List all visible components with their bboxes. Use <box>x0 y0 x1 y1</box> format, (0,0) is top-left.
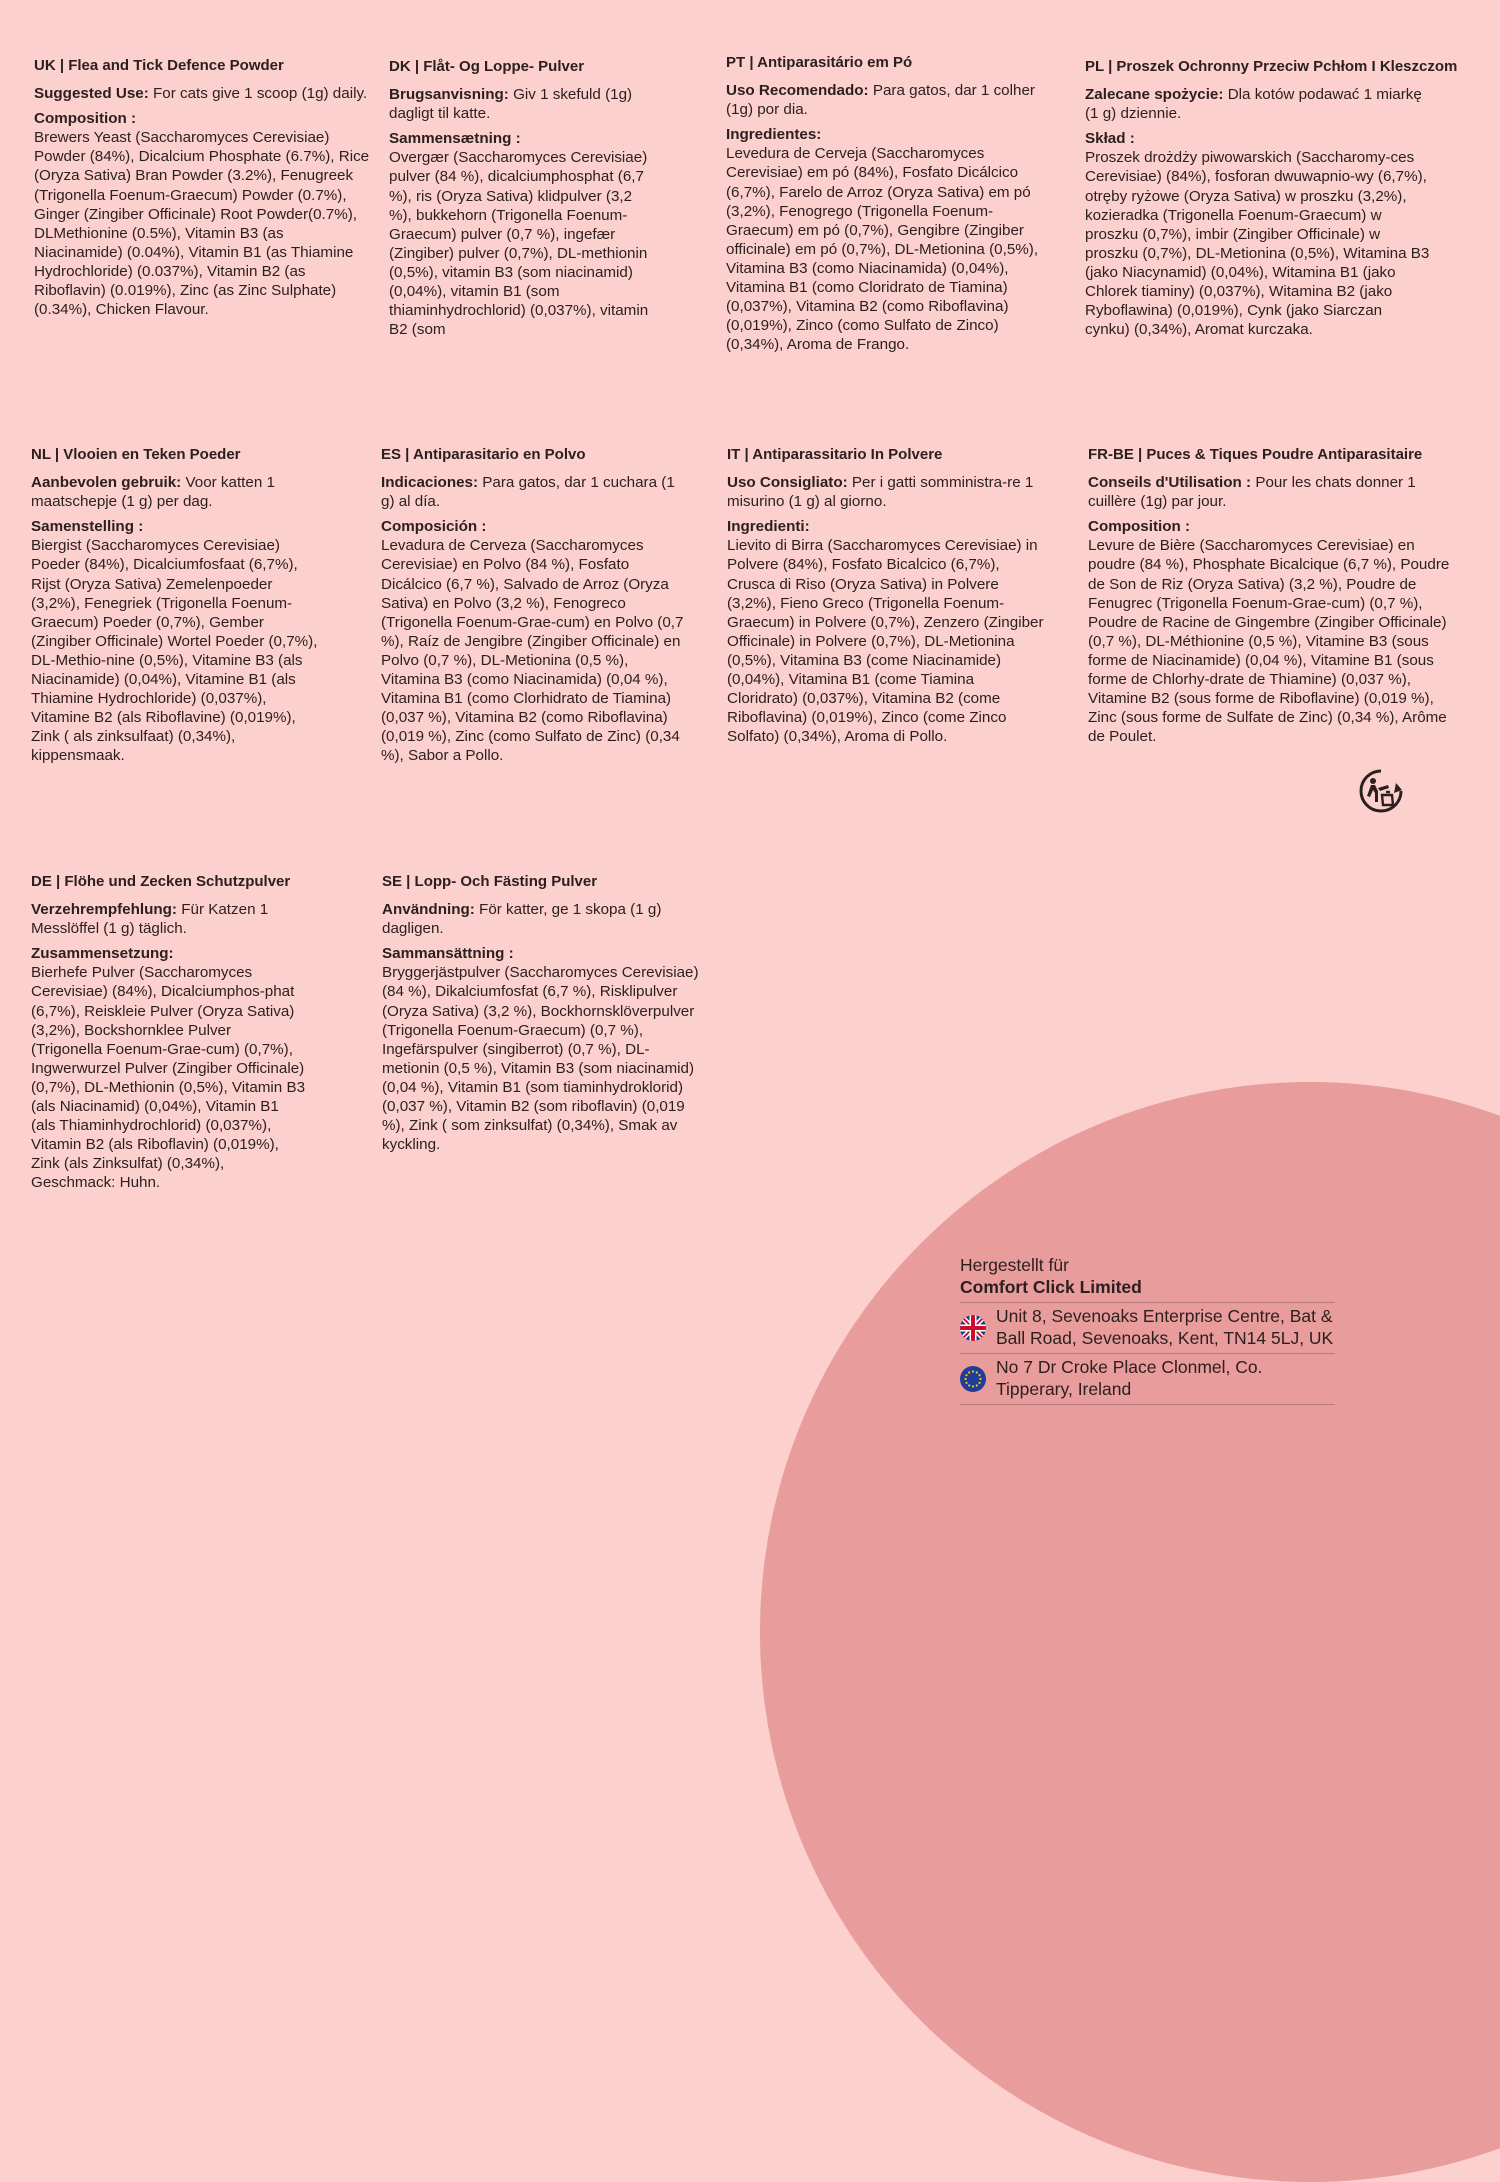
section-title: DE | Flöhe und Zecken Schutzpulver <box>31 873 291 890</box>
use-label: Brugsanvisning: <box>389 86 509 104</box>
use-label: Användning: <box>382 901 475 919</box>
composition-label: Zusammensetzung: <box>31 945 174 963</box>
use-text: För katter, ge 1 skopa (1 g) dagligen. <box>382 901 662 938</box>
use-label: Uso Consigliato: <box>727 474 848 492</box>
section-pt <box>726 53 1056 354</box>
section-title: PT | Antiparasitário em Pó <box>726 54 913 71</box>
section-title: DK | Flåt- Og Loppe- Pulver <box>389 58 585 75</box>
composition-text: Levure de Bière (Saccharomyces Cerevisiae) en poudre (84 %), Phosphate Bicalcique (6,7 %), Poudre de Son de Riz (Oryza Sativa) (3,2 %), Poudre de Fenugrec (Trigonella Foenum-Grae-cum) (0,7 %), Poudre de Racine de Gingembre (Zingiber Officinale) (0,7 %), DL-Méthionine (0,5 %), Vitamine B3 (sous forme de Niacinamide) (0,04 %), Vitamine B1 (sous forme de Chlorhy-drate de Thiamine) (0,037 %), Vitamine B2 (sous forme de Riboflavine) (0,019 %), Zinc (sous forme de Sulfate de Zinc) (0,34 %), Arôme de Poulet. <box>1088 537 1450 746</box>
suggested-use <box>31 473 323 511</box>
section-de <box>31 872 306 1193</box>
uk-flag-icon <box>960 1315 986 1341</box>
eu-address: No 7 Dr Croke Place Clonmel, Co. Tipperary, Ireland <box>996 1357 1263 1399</box>
manufacturer-info <box>960 1255 1335 1405</box>
suggested-use <box>381 473 686 511</box>
composition-text: Overgær (Saccharomyces Cerevisiae) pulver (84 %), dicalciumphosphat (6,7 %), ris (Oryza Sativa) klidpulver (3,2 %), bukkehorn (Trigonella Foenum-Graecum) pulver (0,7 %), ingefær (Zingiber) pulver (0,7%), DL-methionin (0,5%), vitamin B3 (som niacinamid) (0,04%), vitamin B1 (som thiaminhydrochlorid) (0,037%), vitamin B2 (som <box>389 149 649 339</box>
use-text: Voor katten 1 maatschepje (1 g) per dag. <box>31 474 275 511</box>
use-text: Para gatos, dar 1 cuchara (1 g) al día. <box>381 474 675 511</box>
section-fr-be <box>1088 445 1458 746</box>
suggested-use <box>382 900 702 938</box>
use-label: Zalecane spożycie: <box>1085 86 1224 104</box>
eu-flag-icon <box>960 1366 986 1392</box>
suggested-use <box>727 473 1047 511</box>
section-es <box>381 445 686 766</box>
composition-text: Bryggerjästpulver (Saccharomyces Cerevisiae) (84 %), Dikalciumfosfat (6,7 %), Risklipulver (Oryza Sativa) (3,2 %), Bockhornsklöverpulver (Trigonella Foenum-Graecum) (0,7 %), Ingefärspulver (singiberrot) (0,7 %), DL-metionin (0,5 %), Vitamin B3 (som niacinamid) (0,04 %), Vitamin B1 (som tiaminhydroklorid) (0,037 %), Vitamin B2 (som riboflavin) (0,019 %), Zink ( som zinksulfat) (0,34%), Smak av kyckling. <box>382 964 699 1154</box>
composition-text: Brewers Yeast (Saccharomyces Cerevisiae) Powder (84%), Dicalcium Phosphate (6.7%), Rice (Oryza Sativa) Bran Powder (3.2%), Fenugreek (Trigonella Foenum-Graecum) Powder (0.7%), Ginger (Zingiber Officinale) Root Powder(0.7%), DLMethionine (0.5%), Vitamin B3 (as Niacinamide) (0.04%), Vitamin B1 (as Thiamine Hydrochloride) (0.037%), Vitamin B2 (as Riboflavin) (0.019%), Zinc (as Zinc Sulphate) (0.34%), Chicken Flavour. <box>34 129 370 319</box>
composition-label: Composition : <box>1088 518 1191 536</box>
section-title: ES | Antiparasitario en Polvo <box>381 446 586 463</box>
decorative-circle <box>760 1082 1500 2182</box>
section-it <box>727 445 1047 746</box>
section-title: IT | Antiparassitario In Polvere <box>727 446 943 463</box>
suggested-use <box>34 84 372 103</box>
use-label: Verzehrempfehlung: <box>31 901 177 919</box>
section-title: PL | Proszek Ochronny Przeciw Pchłom I Kleszczom <box>1085 58 1458 75</box>
use-text: For cats give 1 scoop (1g) daily. <box>153 85 368 103</box>
section-title: SE | Lopp- Och Fästing Pulver <box>382 873 598 890</box>
suggested-use <box>1088 473 1458 511</box>
use-text: Per i gatti somministra-re 1 misurino (1 g) al giorno. <box>727 474 1034 511</box>
company-name: Comfort Click Limited <box>960 1276 1142 1297</box>
use-text: Para gatos, dar 1 colher (1g) por dia. <box>726 82 1035 119</box>
suggested-use <box>1085 85 1430 123</box>
composition-text: Levedura de Cerveja (Saccharomyces Cerevisiae) em pó (84%), Fosfato Dicálcico (6,7%), Farelo de Arroz (Oryza Sativa) em pó (3,2%), Fenogrego (Trigonella Foenum-Graecum) em pó (0,7%), Gengibre (Zingiber officinale) em pó (0,7%), DL-Metionina (0,5%), Vitamina B3 (como Niacinamida) (0,04%), Vitamina B1 (como Cloridrato de Tiamina) (0,037%), Vitamina B2 (como Riboflavina) (0,019%), Zinco (como Sulfato de Zinco) (0,34%), Aroma de Frango. <box>726 145 1039 354</box>
composition-text: Bierhefe Pulver (Saccharomyces Cerevisiae) (84%), Dicalciumphos-phat (6,7%), Reiskleie Pulver (Oryza Sativa) (3,2%), Bockshornklee Pulver (Trigonella Foenum-Grae-cum) (0,7%), Ingwerwurzel Pulver (Zingiber Officinale) (0,7%), DL-Methionin (0,5%), Vitamin B3 (als Niacinamid) (0,04%), Vitamin B1 (als Thiaminhydrochlorid) (0,037%), Vitamin B2 (als Riboflavin) (0,019%), Zink (als Zinksulfat) (0,34%), Geschmack: Huhn. <box>31 964 306 1192</box>
use-label: Indicaciones: <box>381 474 479 492</box>
suggested-use <box>726 81 1056 119</box>
use-text: Pour les chats donner 1 cuillère (1g) par jour. <box>1088 474 1416 511</box>
composition-text: Proszek drożdży piwowarskich (Saccharomy-ces Cerevisiae) (84%), fosforan dwuwapnio-wy (6,7%), otręby ryżowe (Oryza Sativa) w proszku (3,2%), kozieradka (Trigonella Foenum-Graecum) w proszku (0,7%), imbir (Zingiber Officinale) w proszku (0,7%), DL-Metionina (0,5%), Witamina B3 (jako Niacynamid) (0,04%), Witamina B1 (jako Chlorek tiaminy) (0,037%), Witamina B2 (jako Ryboflawina) (0,019%), Cynk (jako Siarczan cynku) (0,34%), Aromat kurczaka. <box>1085 149 1430 339</box>
composition-label: Sammansättning : <box>382 945 514 963</box>
use-label: Aanbevolen gebruik: <box>31 474 182 492</box>
use-text: Für Katzen 1 Messlöffel (1 g) täglich. <box>31 901 269 938</box>
composition-label: Skład : <box>1085 130 1135 148</box>
composition-label: Samenstelling : <box>31 518 144 536</box>
composition-text: Lievito di Birra (Saccharomyces Cerevisiae) in Polvere (84%), Fosfato Bicalcico (6,7%), Crusca di Riso (Oryza Sativa) in Polvere (3,2%), Fieno Greco (Trigonella Foenum-Graecum) in Polvere (0,7%), Zenzero (Zingiber Officinale) in Polvere (0,7%), DL-Metionina (0,5%), Vitamina B3 (come Niacinamide) (0,04%), Vitamina B1 (come Tiamina Cloridrato) (0,037%), Vitamina B2 (come Riboflavina) (0,019%), Zinco (come Zinco Solfato) (0,34%), Aroma di Pollo. <box>727 537 1044 746</box>
section-uk <box>34 56 372 319</box>
section-nl <box>31 445 323 766</box>
use-text: Dla kotów podawać 1 miarkę (1 g) dziennie. <box>1085 86 1422 123</box>
composition-label: Ingredienti: <box>727 518 810 536</box>
composition-label: Sammensætning : <box>389 130 521 148</box>
use-label: Uso Recomendado: <box>726 82 869 100</box>
section-title: FR-BE | Puces & Tiques Poudre Antiparasitaire <box>1088 446 1423 463</box>
section-dk <box>389 57 649 339</box>
uk-address: Unit 8, Sevenoaks Enterprise Centre, Bat & Ball Road, Sevenoaks, Kent, TN14 5LJ, UK <box>996 1306 1334 1348</box>
use-label: Conseils d'Utilisation : <box>1088 474 1252 492</box>
suggested-use <box>31 900 306 938</box>
eu-address-row <box>960 1353 1335 1405</box>
composition-label: Composition : <box>34 110 137 128</box>
composition-label: Composición : <box>381 518 487 536</box>
section-title: UK | Flea and Tick Defence Powder <box>34 57 284 74</box>
made-for-label: Hergestellt für <box>960 1255 1069 1275</box>
triman-recycling-icon <box>1358 768 1404 814</box>
composition-text: Biergist (Saccharomyces Cerevisiae) Poeder (84%), Dicalciumfosfaat (6,7%), Rijst (Oryza Sativa) Zemelenpoeder (3,2%), Fenegriek (Trigonella Foenum-Graecum) Poeder (0,7%), Gember (Zingiber Officinale) Wortel Poeder (0,7%), DL-Methio-nine (0,5%), Vitamine B3 (als Niacinamide) (0,04%), Vitamine B1 (als Thiamine Hydrochloride) (0,037%), Vitamine B2 (als Riboflavine) (0,019%), Zink ( als zinksulfaat) (0,34%), kippensmaak. <box>31 537 318 765</box>
suggested-use <box>389 85 649 123</box>
section-pl <box>1085 57 1458 339</box>
section-title: NL | Vlooien en Teken Poeder <box>31 446 241 463</box>
use-text: Giv 1 skefuld (1g) dagligt til katte. <box>389 86 633 123</box>
composition-text: Levadura de Cerveza (Saccharomyces Cerevisiae) en Polvo (84 %), Fosfato Dicálcico (6,7 %), Salvado de Arroz (Oryza Sativa) en Polvo (3,2 %), Fenogreco (Trigonella Foenum-Grae-cum) en Polvo (0,7 %), Raíz de Jengibre (Zingiber Officinale) en Polvo (0,7 %), DL-Metionina (0,5 %), Vitamina B3 (como Niacinamida) (0,04 %), Vitamina B1 (como Clorhidrato de Tiamina) (0,037 %), Vitamina B2 (como Riboflavina) (0,019 %), Zinc (como Sulfato de Zinc) (0,34 %), Sabor a Pollo. <box>381 537 684 765</box>
use-label: Suggested Use: <box>34 85 149 103</box>
composition-label: Ingredientes: <box>726 126 822 144</box>
section-se <box>382 872 702 1154</box>
uk-address-row <box>960 1302 1335 1353</box>
